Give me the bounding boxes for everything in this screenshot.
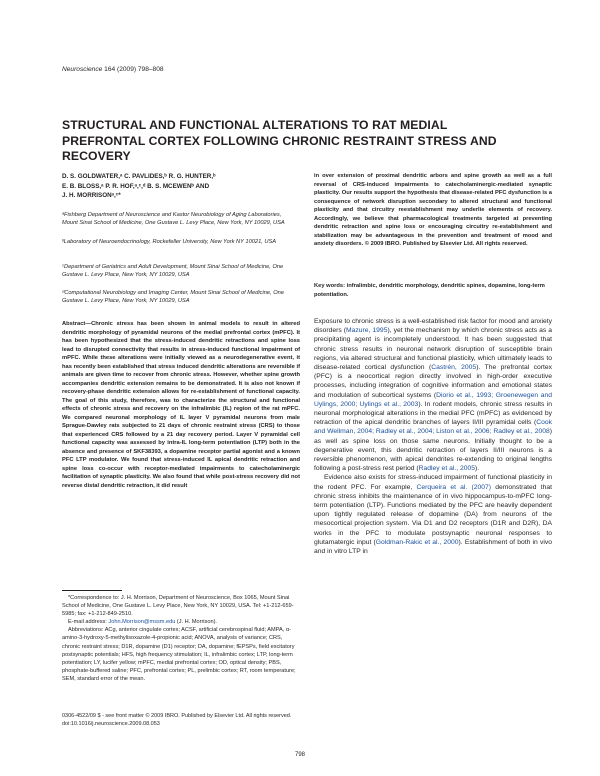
keywords: Key words: infralimbic, dendritic morphology, dendritic spines, dopamine, long-term potentiation.: [314, 283, 545, 298]
email-note: E-mail address: John.Morrison@mssm.edu (J. H. Morrison).: [68, 619, 217, 626]
footnotes: [62, 594, 300, 683]
citation-link[interactable]: Cerqueira et al. (2007): [416, 483, 492, 491]
author-line: E. B. BLOSS,ᵃ P. R. HOF,ᵃ,ᶜ,ᵈ B. S. MCEWENᵇ AND: [62, 182, 210, 190]
affiliation: ᶜDepartment of Geriatrics and Adult Development, Mount Sinai School of Medicine, One Gustave L. Levy Place, New York, NY 10029, USA: [62, 264, 284, 279]
author-line: J. H. MORRISONᵃ,ᶜ*: [62, 192, 121, 200]
author-list: [62, 172, 298, 201]
abstract-part-2: in over extension of proximal dendritic arbors and spine growth as well as a full reversal of CRS-induced impairments to catecholaminergic-mediated synaptic plasticity. Our results support the hypothesis that disease-related PFC dysfunction is a consequence of network disruption secondary to altered structural and functional plasticity and that circuitry reestablishment may underlie elements of recovery. Accordingly, we believe that pharmacological treatments targeted at preventing dendritic retraction and spine loss or encouraging circuitry re-establishment and stabilization may be advantageous in the prevention and treatment of mood and anxiety disorders. © 2009 IBRO. Published by Elsevier Ltd. All rights reserved.: [314, 173, 552, 247]
copyright-line: 0306-4522/09 $ - see front matter © 2009 IBRO. Published by Elsevier Ltd. All rights reserved.: [62, 713, 292, 719]
article-title: STRUCTURAL AND FUNCTIONAL ALTERATIONS TO RAT MEDIAL PREFRONTAL CORTEX FOLLOWING CHRONIC RESTRAINT STRESS AND RECOVERY: [62, 118, 497, 163]
journal-name: Neuroscience: [62, 66, 103, 73]
correspondence-note: *Correspondence to: J. H. Morrison, Department of Neuroscience, Box 1065, Mount Sinai School of Medicine, One Gustave L. Levy Place, New York, NY 10029, USA. Tel: +1-212-659-5985; fax: +1-212-849-2510.: [62, 595, 294, 618]
affiliation: ᵇLaboratory of Neuroendocrinology, Rockefeller University, New York NY 10021, USA: [62, 239, 277, 245]
citation-link[interactable]: Goldman-Rakic et al., 2000: [375, 538, 459, 546]
abstract-part-1: Abstract—Chronic stress has been shown in animal models to result in altered dendritic morphology of pyramidal neurons of the medial prefrontal cortex (mPFC). It has been hypothesized that the stress-induced dendritic retractions and spine loss lead to disrupted connectivity that results in stress-induced functional impairment of mPFC. While these alterations were initially viewed as a neurodegenerative event, it has recently been established that stress induced dendritic alterations are reversible if animals are given time to recover from chronic stress. However, whether spine growth accompanies dendritic extension remains to be demonstrated. It is also not known if recovery-phase dendritic extension allows for re-establishment of functional capacity. The goal of this study, therefore, was to characterize the structural and functional effects of chronic stress and recovery on the infralimbic (IL) region of the rat mPFC. We compared neuronal morphology of IL layer V pyramidal neurons from male Sprague-Dawley rats subjected to 21 days of chronic restraint stress (CRS) to those that experienced CRS followed by a 21 day recovery period. Layer V pyramidal cell functional capacity was assessed by intra-IL long-term potentiation (LTP) both in the absence and presence of SKF38393, a dopamine receptor partial agonist and a known PFC LTP modulator. We found that stress-induced IL apical dendritic retraction and spine loss co-occur with receptor-mediated impairments to catecholaminergic facilitation of synaptic plasticity. We also found that while post-stress recovery did not reverse distal dendritic retraction, it did result: [62, 321, 300, 489]
page-number: 798: [294, 752, 305, 758]
journal-volume-pages: 164 (2009) 798–808: [102, 66, 164, 73]
doi-line: doi:10.1016/j.neuroscience.2009.08.053: [62, 720, 160, 727]
citation-link[interactable]: Castrén, 2005: [431, 364, 477, 372]
paragraph: Evidence also exists for stress-induced impairment of functional plasticity in the rodent PFC. For example, Cerqueira et al. (2007) demonstrated that chronic stress inhibits the maintenance of in vivo hippocampus-to-mPFC long-term potentiation (LTP). Functions mediated by the PFC are heavily dependent upon tightly regulated release of dopamine (DA) from neurons of the mesocortical projection system. Via D1 and D2 receptors (D1R and D2R), DA works in the PFC to modulate postsynaptic neuronal responses to glutamatergic input (Goldman-Rakic et al., 2000). Establishment of both in vivo and in vitro LTP in: [314, 474, 552, 556]
copyright-block: [62, 713, 542, 728]
paragraph: Exposure to chronic stress is a well-established risk factor for mood and anxiety disorders (Mazure, 1995), yet the mechanism by which chronic stress acts as a precipitating agent is incompletely understood. It has been suggested that chronic stress results in neuronal network disruption of susceptible brain regions, via altered structural and functional plasticity, which ultimately leads to disease-related cortical dysfunction (Castrén, 2005). The prefrontal cortex (PFC) is a neocortical region directly involved in high-order executive processes, including integration of cognitive information and emotional states and modulation of subcortical systems (Diorio et al., 1993; Groenewegen and Uylings, 2000; Uylings et al., 2003). In rodent models, chronic stress results in neuronal morphological alterations in the medial PFC (mPFC) as evidenced by retraction of the apical dendritic branches of layers II/III pyramidal cells (Cook and Wellman, 2004; Radley et al., 2004; Liston et al., 2006; Radley et al., 2008) as well as spine loss on those same neurons. Initially thought to be a degenerative event, this dendritic retraction of layers II/III neurons is a reversible phenomenon, with apical dendrites re-extending to original lengths following a post-stress rest period (Radley et al., 2005).: [314, 318, 553, 473]
abbreviations-note: Abbreviations: ACg, anterior cingulate cortex; ACSF, artificial cerebrospinal fluid; AMPA, α-amino-3-hydroxy-5-methylisoxazole-4-propionic acid; ANOVA, analysis of variance; CRS, chronic restraint stress; D1R, dopamine (D1) receptor; DA, dopamine; fEPSPs, field excitatory postsynaptic potentials; HFS, high frequency stimulation; IL, infralimbic cortex; LTP, long-term potentiation; LY, lucifer yellow; mPFC, medial prefrontal cortex; OD, optical density; PBS, phosphate-buffered saline; PFC, prefrontal cortex; PL, prelimbic cortex; RT, room temperature; SEM, standard error of the mean.: [62, 627, 296, 682]
email-link[interactable]: John.Morrison@mssm.edu: [108, 619, 176, 626]
affiliation: ᵈComputational Neurobiology and Imaging Center, Mount Sinai School of Medicine, One Gustave L. Levy Place, New York, NY 10029, USA: [62, 290, 284, 305]
citation-link[interactable]: Mazure, 1995: [346, 327, 388, 335]
journal-citation: [62, 66, 164, 73]
footnote-divider: [62, 590, 122, 591]
author-line: D. S. GOLDWATER,ᵃ C. PAVLIDES,ᵇ R. G. HUNTER,ᵇ: [62, 173, 216, 180]
introduction-text: [314, 317, 552, 556]
citation-link[interactable]: Radley et al., 2005: [418, 465, 475, 473]
affiliation: ᵃFishberg Department of Neuroscience and Kastor Neurobiology of Aging Laboratories, Mount Sinai School of Medicine, One Gustave L. Levy Place, New York, NY 10029, USA: [62, 212, 285, 227]
citation-link[interactable]: Cook and Wellman, 2004; Radley et al., 2004; Liston et al., 2006; Radley et al., 2008: [314, 419, 552, 436]
citation-link[interactable]: Diorio et al., 1993; Groenewegen and Uylings, 2000; Uylings et al., 2003: [314, 391, 552, 408]
